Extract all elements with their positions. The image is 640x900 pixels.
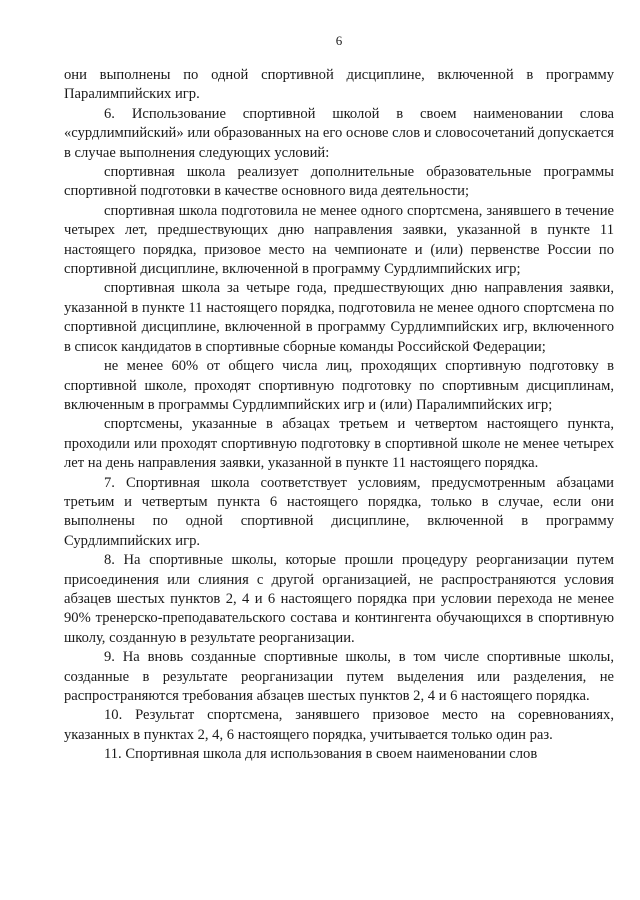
page-number: 6	[335, 33, 343, 48]
paragraph: 6. Использование спортивной школой в своем наименовании слова «сурдлимпийский» или образованных на его основе слов и словосочетаний допускается в случае выполнения следующих условий:	[64, 105, 614, 161]
paragraph: 7. Спортивная школа соответствует условиям, предусмотренным абзацами третьим и четвертым пункта 6 настоящего порядка, только в случае, если они выполнены по одной спортивной дисциплине, включенной в программу Сурдлимпийских игр.	[64, 474, 614, 549]
document-body	[64, 66, 614, 765]
paragraph: спортивная школа реализует дополнительные образовательные программы спортивной подготовки в качестве основного вида деятельности;	[64, 164, 614, 200]
paragraph: спортсмены, указанные в абзацах третьем и четвертом настоящего пункта, проходили или проходят спортивную подготовку в спортивной школе не менее четырех лет на день направления заявки, указанной в пункте 11 настоящего порядка.	[64, 416, 614, 472]
paragraph: 9. На вновь созданные спортивные школы, в том числе спортивные школы, созданные в результате реорганизации путем выделения или разделения, не распространяются требования абзацев шестых пунктов 2, 4 и 6 настоящего порядка.	[64, 649, 614, 704]
paragraph: спортивная школа подготовила не менее одного спортсмена, занявшего в течение четырех лет, предшествующих дню направления заявки, указанной в пункте 11 настоящего порядка, призовое место на чемпионате и (или) первенстве России по спортивной дисциплине, включенной в программу Сурдлимпийских игр;	[64, 202, 614, 278]
paragraph: 8. На спортивные школы, которые прошли процедуру реорганизации путем присоединения или слияния с другой организацией, не распространяются условия абзацев шестых пунктов 2, 4 и 6 настоящего порядка при условии перехода не менее 90% тренерско-преподавательского состава и контингента обучающихся в спортивную школу, созданную в результате реорганизации.	[64, 552, 614, 646]
paragraph: спортивная школа за четыре года, предшествующих дню направления заявки, указанной в пункте 11 настоящего порядка, подготовила не менее одного спортсмена по спортивной дисциплине, включенной в программу Сурдлимпийских игр, включенного в список кандидатов в спортивные сборные команды Российской Федерации;	[64, 280, 614, 355]
paragraph: они выполнены по одной спортивной дисциплине, включенной в программу Паралимпийских игр.	[64, 67, 614, 103]
paragraph: 10. Результат спортсмена, занявшего призовое место на соревнованиях, указанных в пунктах 2, 4, 6 настоящего порядка, учитывается только один раз.	[64, 707, 614, 743]
paragraph: не менее 60% от общего числа лиц, проходящих спортивную подготовку в спортивной школе, проходят спортивную подготовку по спортивным дисциплинам, включенным в программы Сурдлимпийских игр и (или) Паралимпийских игр;	[64, 358, 614, 413]
paragraph: 11. Спортивная школа для использования в своем наименовании слов	[104, 746, 538, 763]
